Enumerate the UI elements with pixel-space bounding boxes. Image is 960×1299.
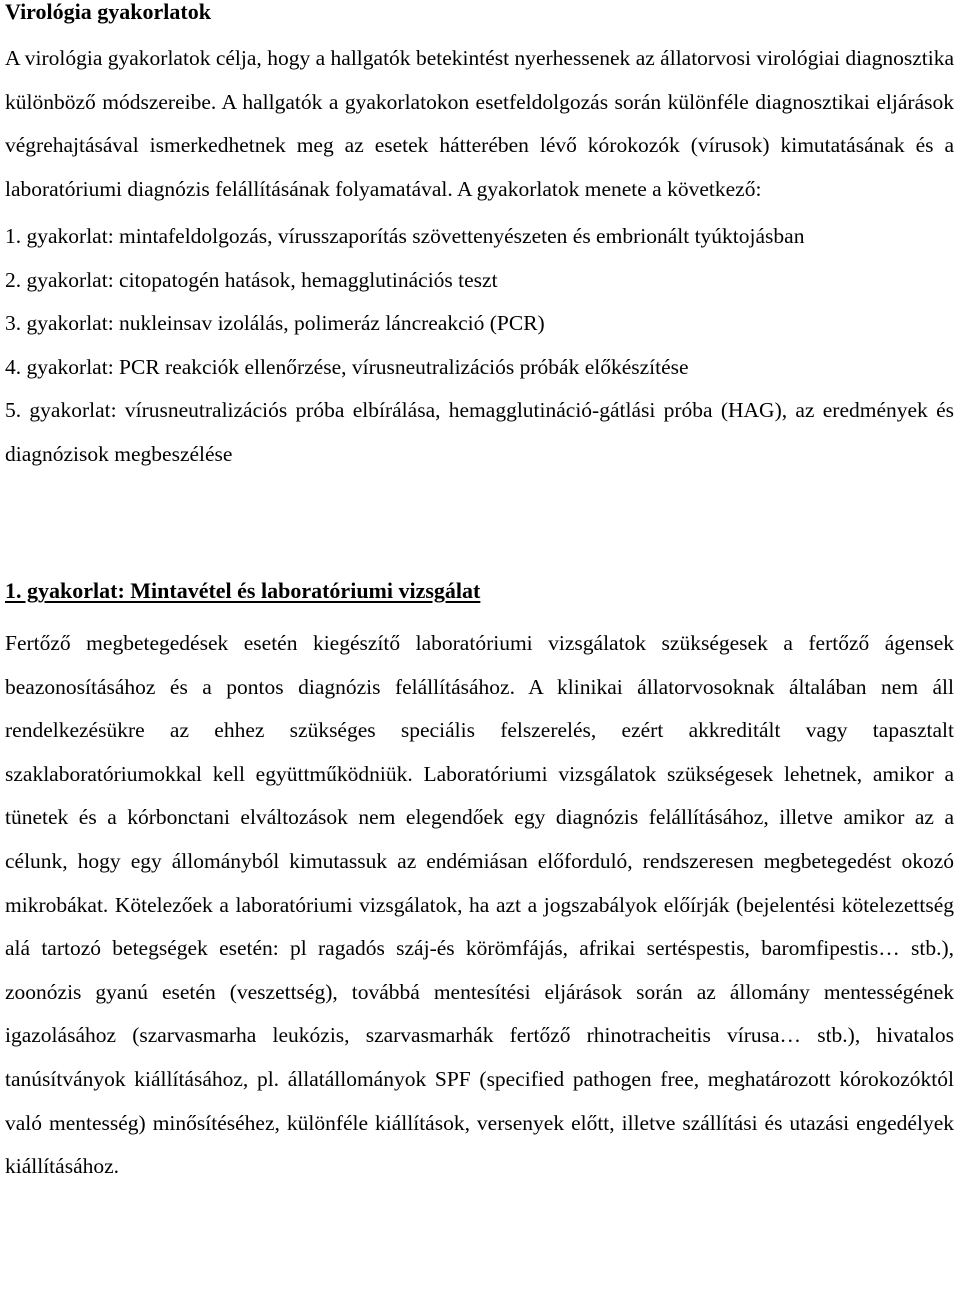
practical-item-1: 1. gyakorlat: mintafeldolgozás, vírusszaporítás szövettenyészeten és embrionált tyúktojásban xyxy=(5,224,805,248)
practical-item-2: 2. gyakorlat: citopatogén hatások, hemagglutinációs teszt xyxy=(5,267,498,292)
section-title: 1. gyakorlat: Mintavétel és laboratóriumi vizsgálat xyxy=(5,578,481,603)
intro-paragraph: A virológia gyakorlatok célja, hogy a hallgatók betekintést nyerhessenek az állatorvosi virológiai diagnosztika különböző módszereibe. A hallgatók a gyakorlatokon esetfeldolgozás során különféle diagnosztikai eljárások végrehajtásával ismerkedhetnek meg az esetek hátterében lévő kórokozók (vírusok) kimutatásának és a laboratóriumi diagnózis felállításának folyamatával. A gyakorlatok menete a következő: xyxy=(5,46,954,201)
document-title: Virológia gyakorlatok xyxy=(5,0,211,24)
practical-item-4: 4. gyakorlat: PCR reakciók ellenőrzése, vírusneutralizációs próbák előkészítése xyxy=(5,354,689,379)
practical-item-3: 3. gyakorlat: nukleinsav izolálás, polimeráz láncreakció (PCR) xyxy=(5,311,545,335)
section-body-paragraph: Fertőző megbetegedések esetén kiegészítő laboratóriumi vizsgálatok szükségesek a fertőző ágensek beazonosításához és a pontos diagnózis felállításához. A klinikai állatorvosoknak általában nem áll rendelkezésükre az ehhez szükséges speciális felszerelés, ezért akkreditált vagy tapasztalt szaklaboratóriumokkal kell együttműködniük. Laboratóriumi vizsgálatok szükségesek lehetnek, amikor a tünetek és a kórbonctani elváltozások nem elegendőek egy diagnózis felállításához, illetve amikor az a célunk, hogy egy állományból kimutassuk az endémiásan előforduló, rendszeresen megbetegedést okozó mikrobákat. Kötelezőek a laboratóriumi vizsgálatok, ha azt a jogszabályok előírják (bejelentési kötelezettség alá tartozó betegségek esetén: pl ragadós száj-és körömfájás, afrikai sertéspestis, baromfipestis… stb.), zoonózis gyanú esetén (veszettség), továbbá mentesítési eljárások során az állomány mentességének igazolásához (szarvasmarha leukózis, szarvasmarhák fertőző rhinotracheitis vírusa… stb.), hivatalos tanúsítványok kiállításához, pl. állatállományok SPF (specified pathogen free, meghatározott kórokozóktól való mentesség) minősítéséhez, különféle kiállítások, versenyek előtt, illetve szállítási és utazási engedélyek kiállításához. xyxy=(5,631,954,1179)
practical-item-5: 5. gyakorlat: vírusneutralizációs próba elbírálása, hemagglutináció-gátlási próba (HAG), az eredmények és diagnózisok megbeszélése xyxy=(5,398,954,466)
practicals-list xyxy=(5,215,954,476)
